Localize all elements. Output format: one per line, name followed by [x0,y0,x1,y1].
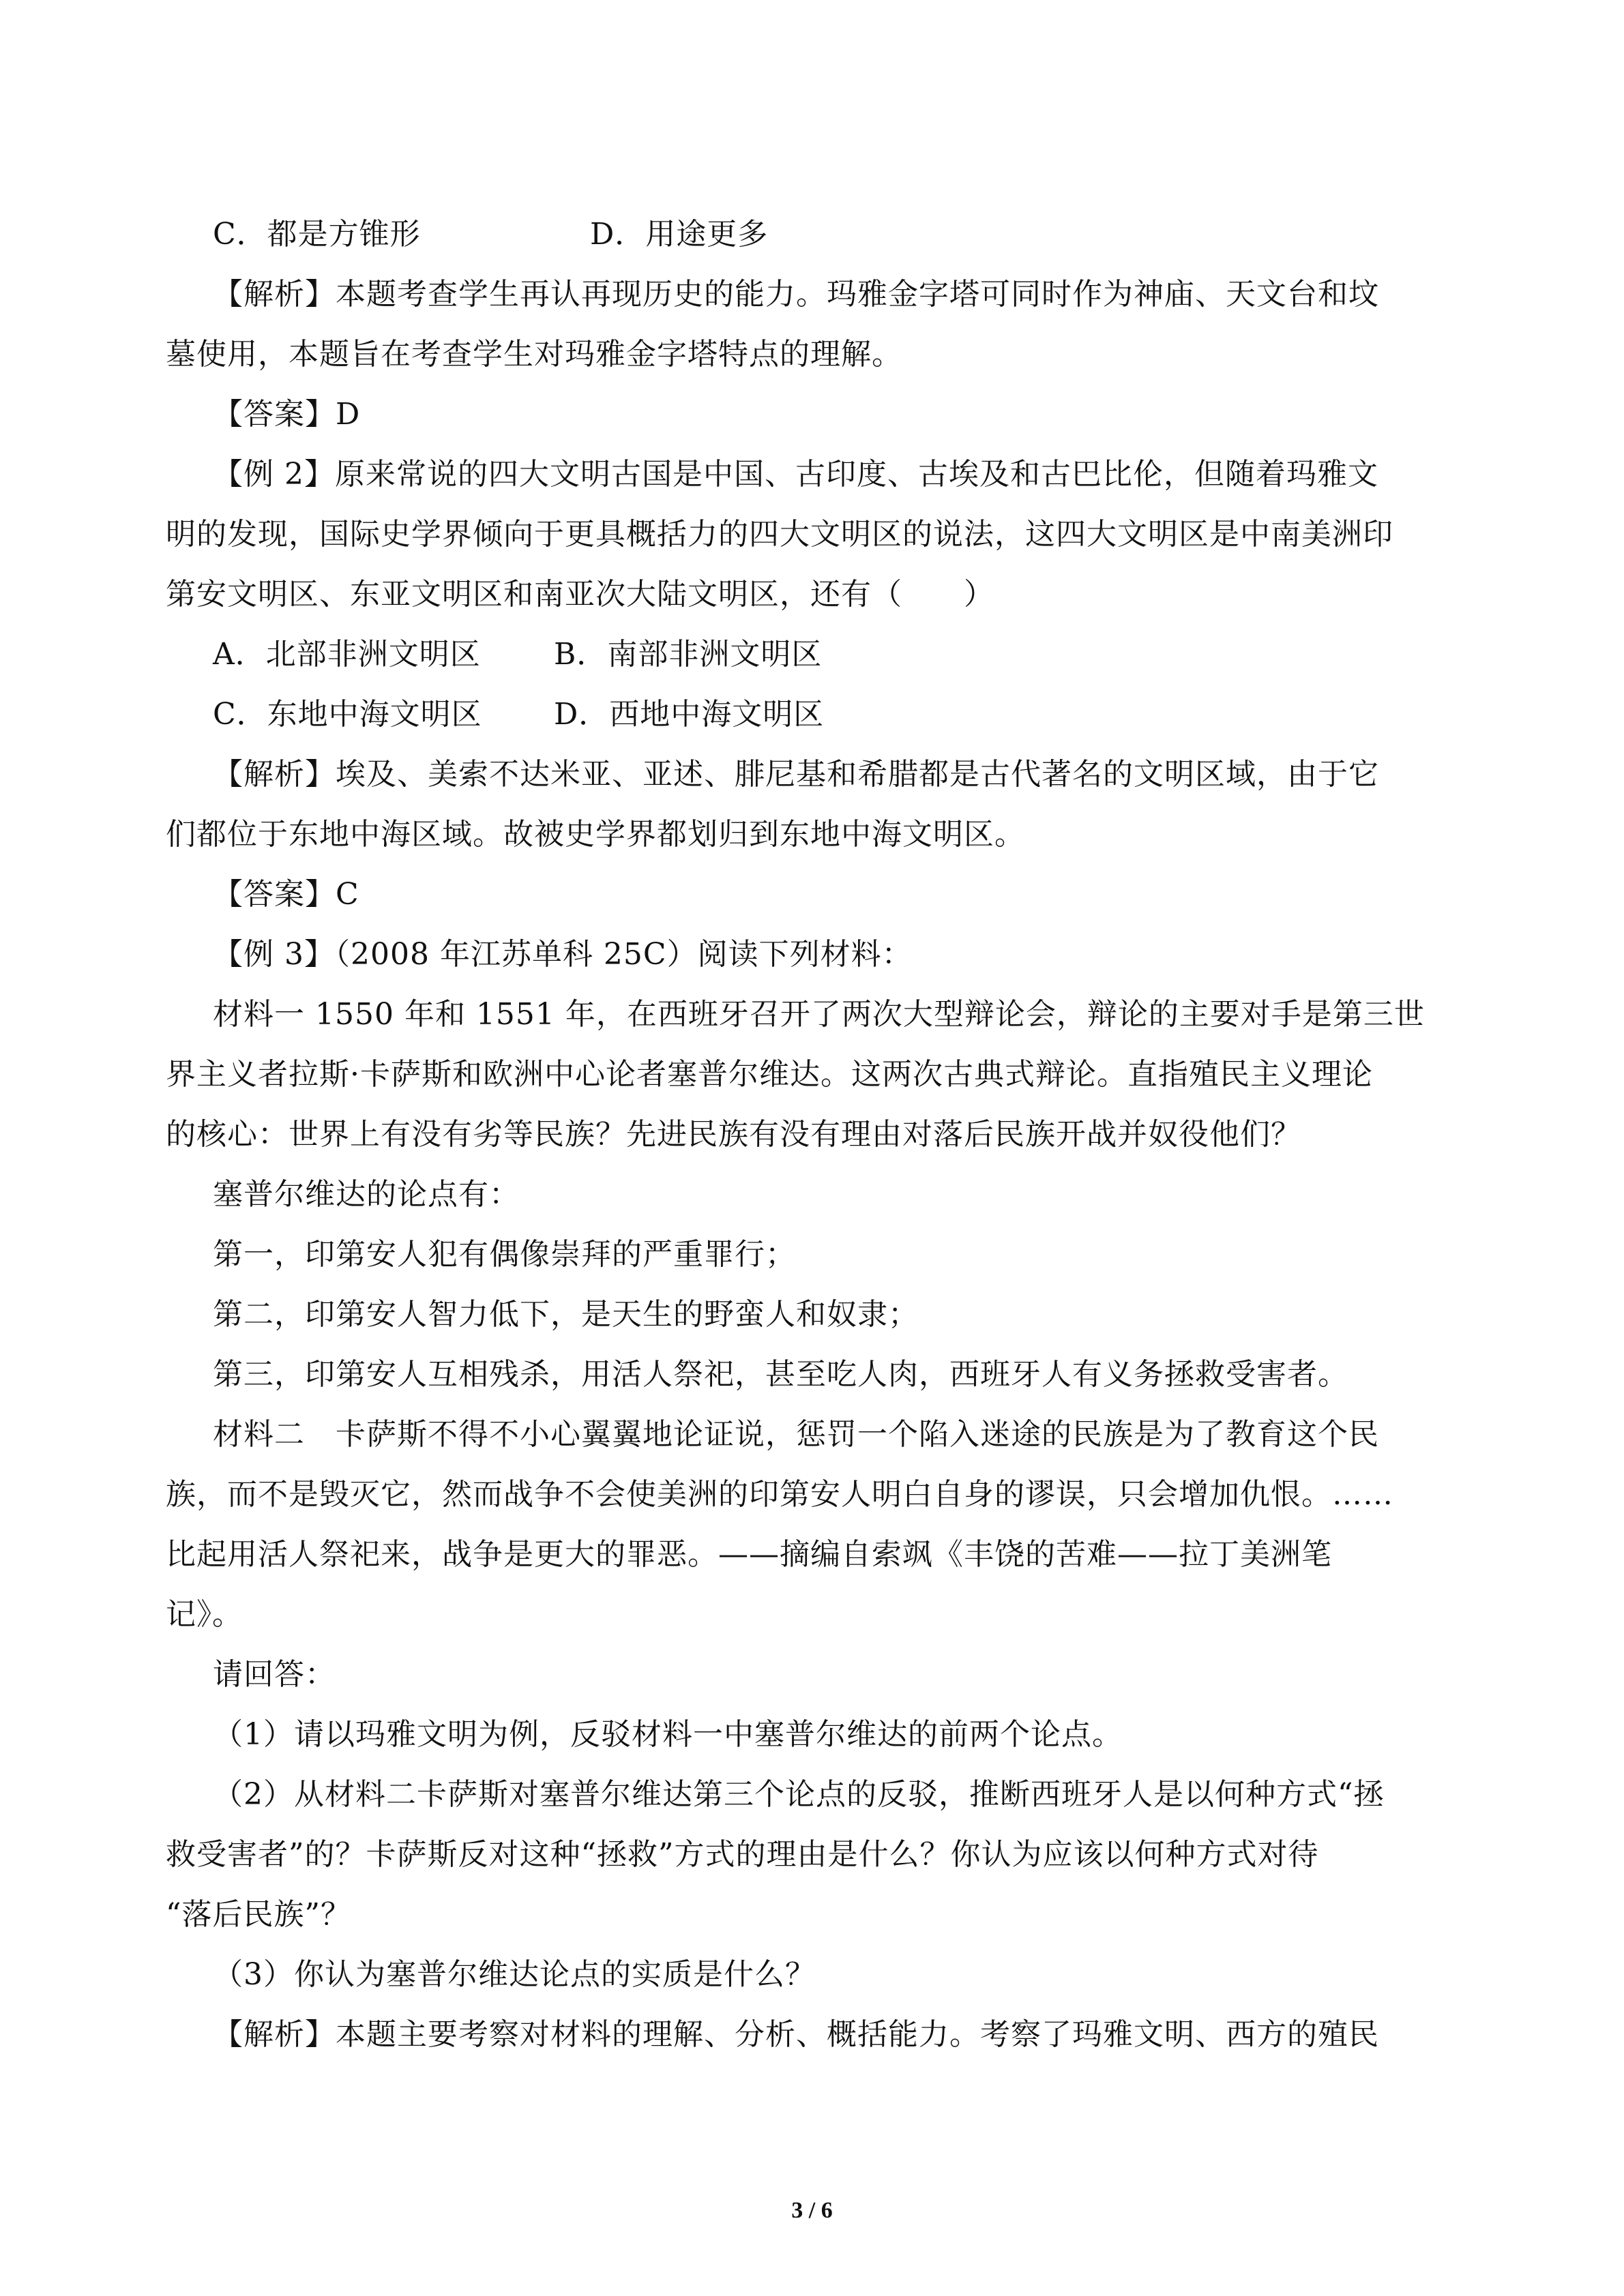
question-2-line-1: （2）从材料二卡萨斯对塞普尔维达第三个论点的反驳，推断西班牙人是以何种方式“拯 [213,1777,1385,1812]
answer-1: 【答案】D [213,397,361,432]
point-3: 第三，印第安人互相残杀，用活人祭祀，甚至吃人肉，西班牙人有义务拯救受害者。 [213,1357,1348,1392]
analysis-1-line-1: 【解析】本题考查学生再认再现历史的能力。玛雅金字塔可同时作为神庙、天文台和坟 [213,277,1379,312]
material-2-line-3: 比起用活人祭祀来，战争是更大的罪恶。——摘编自索飒《丰饶的苦难——拉丁美洲笔 [166,1537,1332,1572]
analysis-2-line-2: 们都位于东地中海区域。故被史学界都划归到东地中海文明区。 [166,817,1025,852]
analysis-1-line-2: 墓使用，本题旨在考查学生对玛雅金字塔特点的理解。 [166,337,902,372]
analysis-3-line-1: 【解析】本题主要考察对材料的理解、分析、概括能力。考察了玛雅文明、西方的殖民 [213,2017,1379,2052]
page-number: 3 / 6 [791,2198,833,2223]
option-d-1: D．用途更多 [590,217,769,252]
material-1-line-3: 的核心：世界上有没有劣等民族？先进民族有没有理由对落后民族开战并奴役他们？ [166,1117,1301,1152]
option-d-2: D．西地中海文明区 [554,697,825,732]
please-answer: 请回答： [213,1657,336,1692]
example-2-line-1: 【例 2】原来常说的四大文明古国是中国、古印度、古埃及和古巴比伦，但随着玛雅文 [213,457,1378,492]
example-2-line-2: 明的发现，国际史学界倾向于更具概括力的四大文明区的说法，这四大文明区是中南美洲印 [166,517,1393,552]
sepulveda-intro: 塞普尔维达的论点有： [213,1177,520,1212]
option-c-2: C．东地中海文明区 [213,697,482,732]
material-2-line-1: 材料二 卡萨斯不得不小心翼翼地论证说，惩罚一个陷入迷途的民族是为了教育这个民 [213,1417,1379,1452]
option-row-a-b-2 [213,634,823,675]
question-2-line-3: “落后民族”？ [166,1897,351,1932]
question-1: （1）请以玛雅文明为例，反驳材料一中塞普尔维达的前两个论点。 [213,1717,1123,1752]
option-b-2: B．南部非洲文明区 [554,637,823,672]
material-1-line-1: 材料一 1550 年和 1551 年，在西班牙召开了两次大型辩论会，辩论的主要对手是第三世 [213,997,1425,1032]
example-2-line-3: 第安文明区、东亚文明区和南亚次大陆文明区，还有（ ） [166,577,994,612]
point-1: 第一，印第安人犯有偶像崇拜的严重罪行； [213,1237,796,1272]
point-2: 第二，印第安人智力低下，是天生的野蛮人和奴隶； [213,1297,919,1332]
question-3: （3）你认为塞普尔维达论点的实质是什么？ [213,1957,816,1992]
material-2-line-4: 记》。 [166,1597,243,1632]
material-2-line-2: 族，而不是毁灭它，然而战争不会使美洲的印第安人明白自身的谬误，只会增加仇恨。…… [166,1477,1393,1512]
option-c-1: C．都是方锥形 [213,217,421,252]
question-2-line-2: 救受害者”的？卡萨斯反对这种“拯救”方式的理由是什么？你认为应该以何种方式对待 [166,1837,1319,1872]
example-3-title: 【例 3】（2008 年江苏单科 25C）阅读下列材料： [213,937,913,972]
analysis-2-line-1: 【解析】埃及、美索不达米亚、亚述、腓尼基和希腊都是古代著名的文明区域，由于它 [213,757,1379,792]
option-row-c-d-1 [213,214,769,255]
material-1-line-2: 界主义者拉斯·卡萨斯和欧洲中心论者塞普尔维达。这两次古典式辩论。直指殖民主义理论 [166,1057,1373,1092]
option-row-c-d-2 [213,694,825,735]
option-a-2: A．北部非洲文明区 [213,637,481,672]
answer-2: 【答案】C [213,877,359,912]
